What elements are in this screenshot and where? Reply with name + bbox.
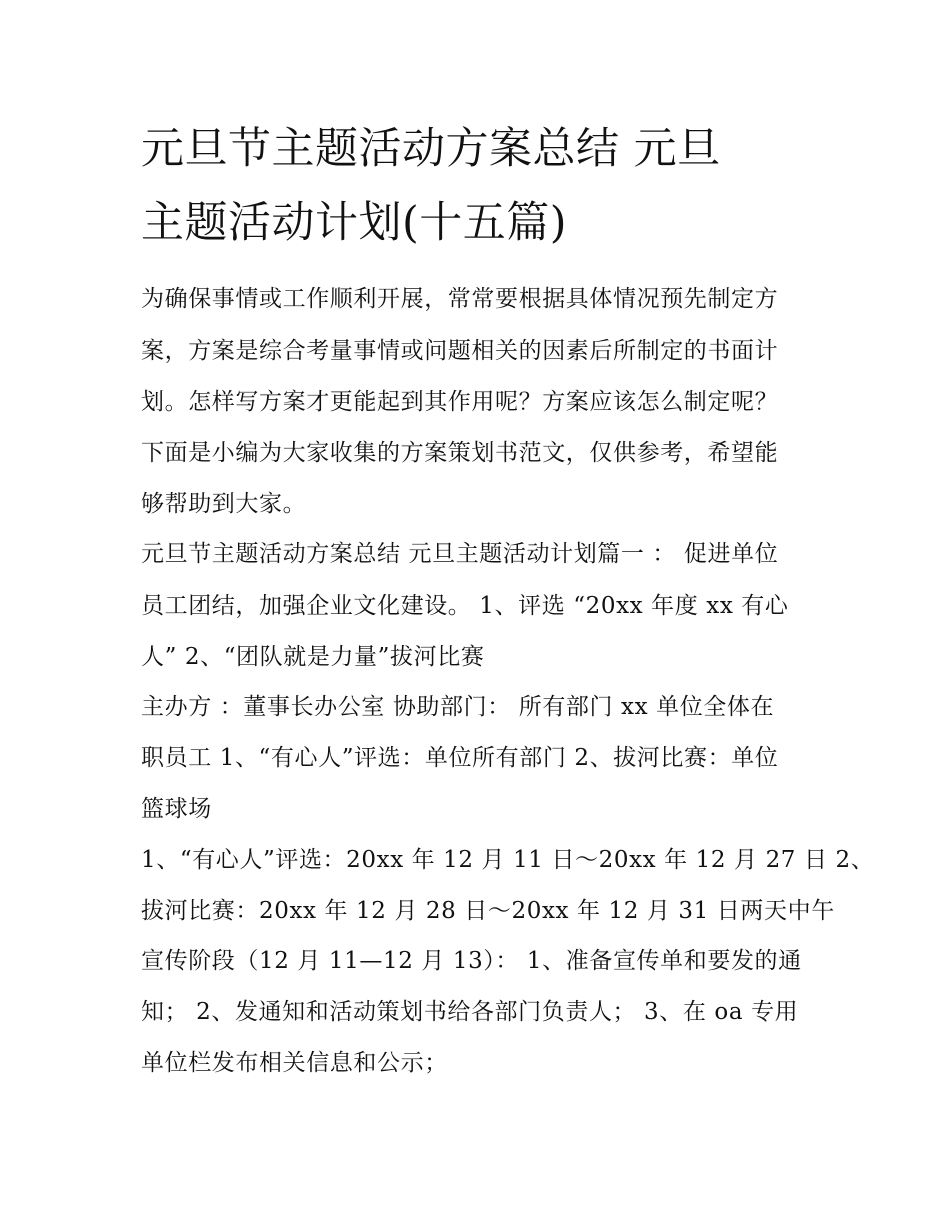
document-title <box>141 112 831 260</box>
body-line: 主办方 ：董事长办公室 协助部门： 所有部门 xx 单位全体在 <box>141 694 775 720</box>
body-line: 1、“有心人”评选：20xx 年 12 月 11 日～20xx 年 12 月 27 日 2、 <box>141 847 875 873</box>
body-line: 下面是小编为大家收集的方案策划书范文，仅供参考，希望能 <box>141 440 779 466</box>
title-line-1: 元旦节主题活动方案总结 元旦 <box>141 124 721 174</box>
title-line-2: 主题活动计划(十五篇) <box>141 198 568 248</box>
body-line: 案，方案是综合考量事情或问题相关的因素后所制定的书面计 <box>141 338 779 364</box>
body-line: 职员工 1、“有心人”评选：单位所有部门 2、拔河比赛：单位 <box>141 745 779 771</box>
body-line: 为确保事情或工作顺利开展，常常要根据具体情况预先制定方 <box>141 286 779 312</box>
body-line: 元旦节主题活动方案总结 元旦主题活动计划篇一 ： 促进单位 <box>141 541 779 567</box>
body-line: 员工团结，加强企业文化建设。 1、评选 “20xx 年度 xx 有心 <box>141 593 789 619</box>
body-line: 划。怎样写方案才更能起到其作用呢？方案应该怎么制定呢？ <box>141 389 779 415</box>
body-line: 够帮助到大家。 <box>141 491 307 517</box>
body-line: 人” 2、“团队就是力量”拔河比赛 <box>141 644 485 670</box>
body-line: 单位栏发布相关信息和公示； <box>141 1050 448 1076</box>
body-line: 宣传阶段（12 月 11—12 月 13）： 1、准备宣传单和要发的通 <box>141 948 802 974</box>
body-line: 拔河比赛：20xx 年 12 月 28 日～20xx 年 12 月 31 日两天中午 <box>141 898 835 924</box>
body-line: 知； 2、发通知和活动策划书给各部门负责人； 3、在 oa 专用 <box>141 999 799 1025</box>
body-line: 篮球场 <box>141 796 212 822</box>
